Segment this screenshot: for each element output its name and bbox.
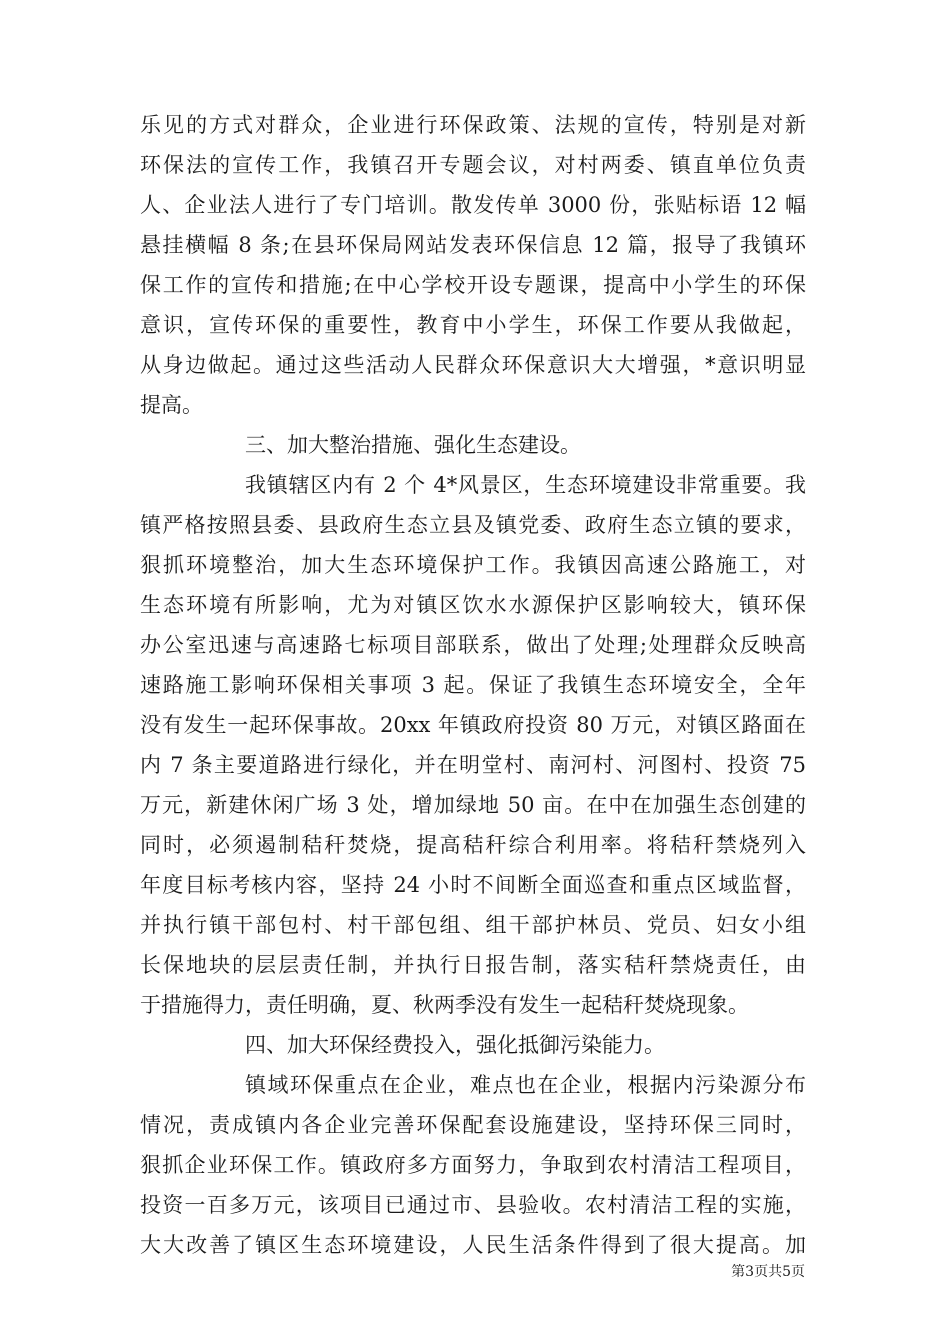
page-indicator: 第3页共5页	[731, 1264, 805, 1280]
text-line: 长保地块的层层责任制，并执行日报告制，落实秸秆禁烧责任，由	[140, 953, 806, 977]
text-line: 生态环境有所影响，尤为对镇区饮水水源保护区影响较大，镇环保	[140, 593, 806, 617]
text-line: 环保法的宣传工作，我镇召开专题会议，对村两委、镇直单位负责	[140, 153, 806, 177]
text-line: 悬挂横幅 8 条;在县环保局网站发表环保信息 12 篇，报导了我镇环	[140, 233, 806, 257]
section-heading: 四、加大环保经费投入，强化抵御污染能力。	[245, 1033, 665, 1057]
text-line: 于措施得力，责任明确，夏、秋两季没有发生一起秸秆焚烧现象。	[140, 993, 749, 1017]
text-line: 意识，宣传环保的重要性，教育中小学生，环保工作要从我做起，	[140, 313, 806, 337]
text-line: 并执行镇干部包村、村干部包组、组干部护林员、党员、妇女小组	[140, 913, 806, 937]
text-line: 保工作的宣传和措施;在中心学校开设专题课，提高中小学生的环保	[140, 273, 806, 297]
text-line: 同时，必须遏制秸秆焚烧，提高秸秆综合利用率。将秸秆禁烧列入	[140, 833, 806, 857]
text-line: 万元，新建休闲广场 3 处，增加绿地 50 亩。在中在加强生态创建的	[140, 793, 806, 817]
text-line: 没有发生一起环保事故。20xx 年镇政府投资 80 万元，对镇区路面在	[140, 713, 806, 737]
text-line: 镇严格按照县委、县政府生态立县及镇党委、政府生态立镇的要求，	[140, 513, 806, 537]
text-line: 投资一百多万元，该项目已通过市、县验收。农村清洁工程的实施，	[140, 1193, 806, 1217]
text-line: 从身边做起。通过这些活动人民群众环保意识大大增强，*意识明显	[140, 353, 806, 377]
document-body	[140, 105, 806, 1265]
text-line: 我镇辖区内有 2 个 4*风景区，生态环境建设非常重要。我	[245, 473, 806, 497]
text-line: 狠抓企业环保工作。镇政府多方面努力，争取到农村清洁工程项目，	[140, 1153, 806, 1177]
text-line: 情况，责成镇内各企业完善环保配套设施建设，坚持环保三同时，	[140, 1113, 806, 1137]
section-heading: 三、加大整治措施、强化生态建设。	[245, 433, 581, 457]
text-line: 镇域环保重点在企业，难点也在企业，根据内污染源分布	[245, 1073, 806, 1097]
text-line: 狠抓环境整治，加大生态环境保护工作。我镇因高速公路施工，对	[140, 553, 806, 577]
text-line: 大大改善了镇区生态环境建设，人民生活条件得到了很大提高。加	[140, 1233, 806, 1257]
text-line: 人、企业法人进行了专门培训。散发传单 3000 份，张贴标语 12 幅	[140, 193, 806, 217]
text-line: 速路施工影响环保相关事项 3 起。保证了我镇生态环境安全，全年	[140, 673, 806, 697]
text-line: 年度目标考核内容，坚持 24 小时不间断全面巡查和重点区域监督，	[140, 873, 806, 897]
text-line: 办公室迅速与高速路七标项目部联系，做出了处理;处理群众反映高	[140, 633, 806, 657]
text-line: 提高。	[140, 393, 203, 417]
text-line: 乐见的方式对群众，企业进行环保政策、法规的宣传，特别是对新	[140, 113, 806, 137]
text-line: 内 7 条主要道路进行绿化，并在明堂村、南河村、河图村、投资 75	[140, 753, 806, 777]
